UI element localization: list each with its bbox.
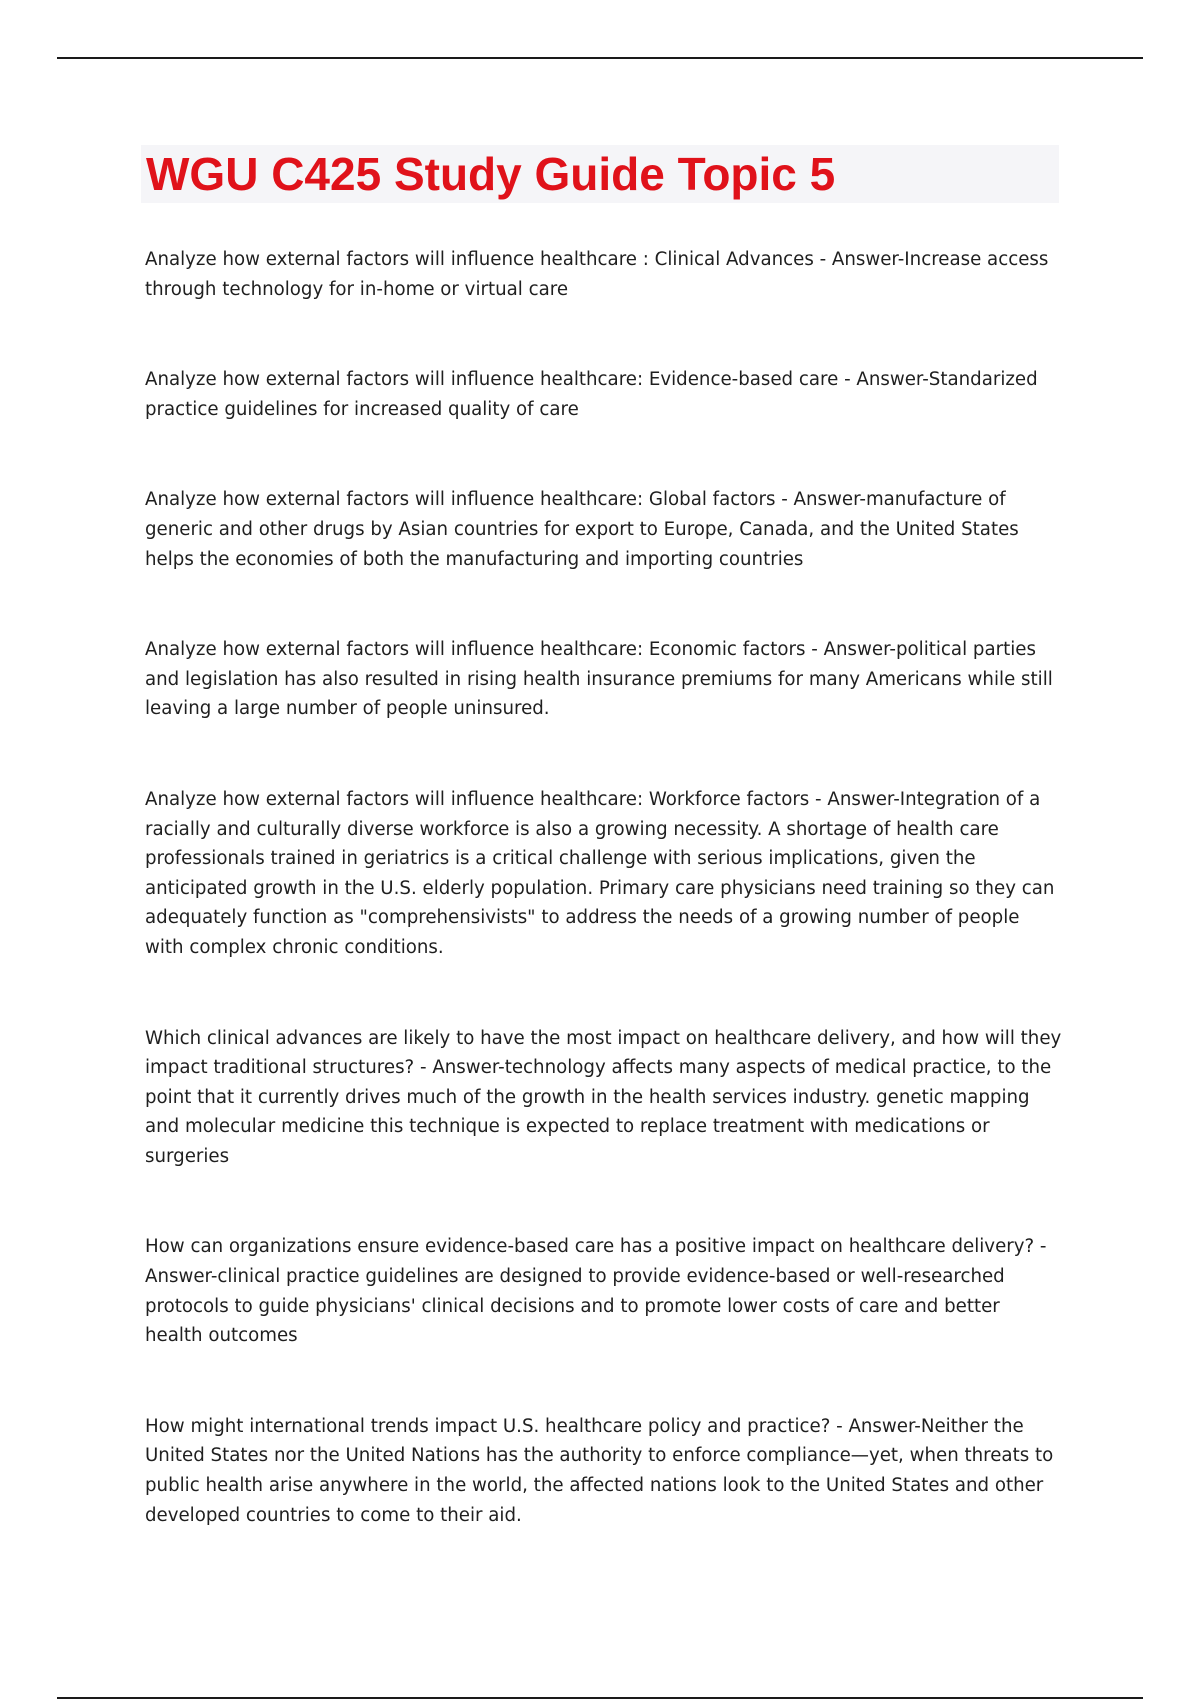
bottom-rule: [57, 1697, 1143, 1699]
study-guide-content: [145, 245, 1063, 1591]
qa-entry-6: Which clinical advances are likely to have the most impact on healthcare delivery, and how will they impact traditional structures? - Answer-technology affects many aspects of medical practice, to the point that it currently drives much of the growth in the health services industry. genetic mapping and molecular medicine this technique is expected to replace treatment with medications or surgeries: [145, 1027, 1062, 1167]
top-rule: [57, 57, 1143, 59]
qa-entry-4: Analyze how external factors will influence healthcare: Economic factors - Answer-political parties and legislation has also resulted in rising health insurance premiums for many Americans while still leaving a large number of people uninsured.: [145, 639, 1053, 720]
qa-entry-7: How can organizations ensure evidence-based care has a positive impact on healthcare delivery? - Answer-clinical practice guidelines are designed to provide evidence-based or well-researched protocols to guide physicians' clinical decisions and to promote lower costs of care and better health outcomes: [145, 1236, 1047, 1347]
qa-entry-1: Analyze how external factors will influence healthcare : Clinical Advances - Answer-Increase access through technology for in-home or virtual care: [145, 249, 1049, 300]
qa-entry-2: Analyze how external factors will influence healthcare: Evidence-based care - Answer-Standarized practice guidelines for increased quality of care: [145, 369, 1038, 420]
qa-entry-3: Analyze how external factors will influence healthcare: Global factors - Answer-manufacture of generic and other drugs by Asian countries for export to Europe, Canada, and the United States helps the economies of both the manufacturing and importing countries: [145, 489, 1019, 570]
qa-entry-8: How might international trends impact U.S. healthcare policy and practice? - Answer-Neither the United States nor the United Nations has the authority to enforce compliance—yet, when threats to public health arise anywhere in the world, the affected nations look to the United States and other developed countries to come to their aid.: [145, 1415, 1054, 1526]
qa-entry-5: Analyze how external factors will influence healthcare: Workforce factors - Answer-Integration of a racially and culturally diverse workforce is also a growing necessity. A shortage of health care professionals trained in geriatrics is a critical challenge with serious implications, given the anticipated growth in the U.S. elderly population. Primary care physicians need training so they can adequately function as "comprehensivists" to address the needs of a growing number of people with complex chronic conditions.: [145, 788, 1055, 958]
document-title: WGU C425 Study Guide Topic 5: [146, 148, 836, 200]
